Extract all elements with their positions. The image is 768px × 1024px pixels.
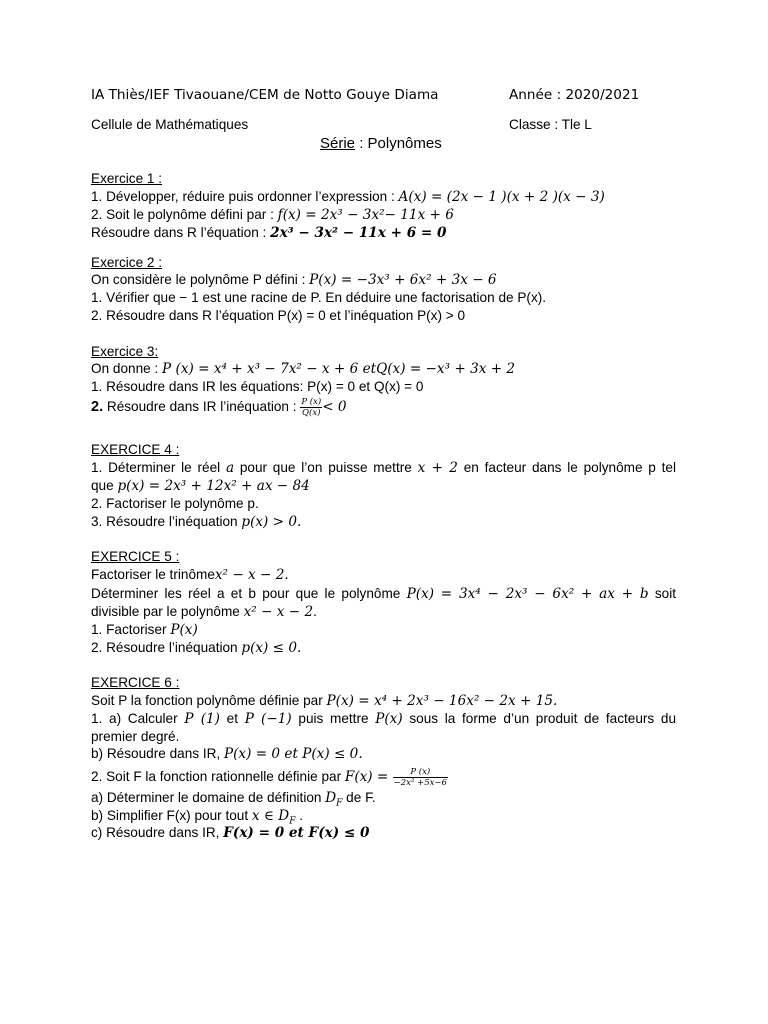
ex4-line1-c: en facteur dans le polynôme p tel [457,460,676,475]
ex6-line7-math: x ∈ D [251,808,290,824]
ex4-line1-a: 1. Déterminer le réel [91,460,226,475]
ex6-line4-math: P(x) = 0 et P(x) ≤ 0. [223,746,363,762]
ex6-line2-m1: P (1) [184,711,220,727]
ex3-line2: 1. Résoudre dans IR les équations: P(x) = 0 et Q(x) = 0 [91,379,424,394]
ex1-line2-math: f(x) = 2x³ − 3x²− 11x + 6 [277,207,454,223]
header-cell: Cellule de Mathématiques [91,117,249,132]
ex6-line7-sub: F [289,816,296,827]
ex4-line1-math: x + 2 [417,460,458,476]
ex6-line2-text: 1. a) Calculer [91,711,185,726]
ex6-line4 [91,745,363,763]
ex6-line1-math: P(x) = x⁴ + 2x³ − 16x² − 2x + 15. [326,693,558,709]
ex3-line1 [91,360,515,378]
ex6-line2-m2: P (−1) [244,711,292,727]
ex6-line2-m3: P(x) [375,711,403,727]
ex4-line2-text: que [91,478,118,493]
ex5-line4-math: P(x) [170,622,198,638]
title-rest: : Polynômes [355,135,442,152]
ex1-line1 [91,188,605,206]
ex1-line3-text: Résoudre dans R l’équation : [91,225,271,240]
ex1-line2-text: 2. Soit le polynôme défini par : [91,207,278,222]
ex3-line3-num: 2. [91,399,104,416]
ex6-line6-tail: de F. [342,790,376,805]
ex1-title: Exercice 1 : [91,171,163,186]
ex5-line3-tail: . [313,604,317,619]
title-word: Série [320,135,356,152]
ex6-fraction [393,767,448,788]
ex6-line6-text: a) Déterminer le domaine de définition [91,790,326,805]
ex4-line2-math: p(x) = 2x³ + 12x² + ax − 84 [117,478,310,494]
ex5-line3 [91,603,317,621]
ex2-line1 [91,271,497,289]
ex6-line8 [91,824,370,842]
ex6-line5-text: 2. Soit F la fonction rationnelle définie par [91,769,345,785]
ex3-line3 [91,397,347,418]
ex5-line1-text: Factoriser le trinôme [91,567,215,582]
ex6-frac-den: −2x² +5x−6 [393,778,447,788]
ex6-line2-t4: sous la forme d’un produit de facteurs du [402,711,677,726]
ex6-line2-t3: puis mettre [291,711,376,726]
ex4-line1 [91,459,676,477]
ex5-line1-math: x² − x − 2. [214,567,289,583]
ex2-line3: 2. Résoudre dans R l’équation P(x) = 0 et l’inéquation P(x) > 0 [91,308,466,323]
ex3-fraction [300,397,322,418]
ex6-line6-sub: F [336,798,343,809]
ex5-line1 [91,566,289,584]
ex5-title: EXERCICE 5 : [91,549,180,564]
ex4-line2 [91,477,310,495]
ex5-line4-text: 1. Factoriser [91,622,171,637]
ex6-line7-tail: . [295,808,303,823]
ex4-title: EXERCICE 4 : [91,442,180,457]
ex5-line3-math: x² − x − 2 [243,604,314,620]
ex4-line3: 2. Factoriser le polynôme p. [91,496,259,511]
ex3-line3-tail: < 0 [322,399,347,416]
ex6-line5 [91,767,448,788]
ex6-line1 [91,692,557,710]
ex4-line1-var: a [225,460,235,476]
ex6-line4-text: b) Résoudre dans IR, [91,746,224,761]
ex6-line1-text: Soit P la fonction polynôme définie par [91,693,327,708]
ex4-line1-b: pour que l’on puisse mettre [234,460,418,475]
ex3-frac-num: P (x) [301,397,322,407]
ex6-line8-math: F(x) = 0 et F(x) ≤ 0 [223,825,370,841]
ex5-line3-text: divisible par le polynôme [91,604,244,619]
ex4-line4-math: p(x) > 0. [241,514,302,530]
ex6-line2 [91,710,676,728]
ex3-line3-text: Résoudre dans IR l’inéquation : [103,399,301,415]
ex5-line4 [91,621,198,639]
ex1-line3-math: 2x³ − 3x² − 11x + 6 = 0 [270,225,447,241]
ex6-frac-num: P (x) [393,767,448,778]
ex3-frac-den: Q(x) [302,408,321,418]
ex6-line6-math: D [325,790,337,806]
header-school: IA Thiès/IEF Tivaouane/CEM de Notto Gouye Diama [91,87,439,103]
ex3-line1-math: P (x) = x⁴ + x³ − 7x² − x + 6 etQ(x) = −x³ + 3x + 2 [162,361,516,377]
ex3-line1-text: On donne : [91,361,163,376]
page-title [320,135,442,153]
ex5-line5-text: 2. Résoudre l’inéquation [91,640,242,655]
ex5-line5 [91,639,301,657]
ex6-line3: premier degré. [91,729,180,744]
ex2-line1-text: On considère le polynôme P défini : [91,272,310,287]
ex1-line1-math: A(x) = (2x − 1 )(x + 2 )(x − 3) [398,189,605,205]
ex2-line2: 1. Vérifier que − 1 est une racine de P. En déduire une factorisation de P(x). [91,290,547,305]
header-year: Année : 2020/2021 [509,87,640,103]
ex5-line2 [91,585,676,603]
ex5-line2-tail: soit [648,586,676,601]
ex5-line2-text: Déterminer les réel a et b pour que le polynôme [91,586,407,601]
ex4-line4-text: 3. Résoudre l’inéquation [91,514,242,529]
ex6-line2-t2: et [219,711,245,726]
ex5-line5-math: p(x) ≤ 0. [241,640,302,656]
ex6-line5-math: F(x) = [344,769,393,786]
ex4-line4 [91,513,301,531]
ex1-line1-text: 1. Développer, réduire puis ordonner l’expression : [91,189,399,204]
ex3-title: Exercice 3: [91,344,159,359]
ex2-line1-math: P(x) = −3x³ + 6x² + 3x − 6 [309,272,497,288]
ex1-line2 [91,206,454,224]
ex1-line3 [91,224,447,242]
ex6-title: EXERCICE 6 : [91,675,180,690]
header-class: Classe : Tle L [509,117,592,132]
ex5-line2-math: P(x) = 3x⁴ − 2x³ − 6x² + ax + b [406,586,649,602]
ex2-title: Exercice 2 : [91,255,163,270]
ex6-line8-text: c) Résoudre dans IR, [91,825,224,840]
ex6-line7-text: b) Simplifier F(x) pour tout [91,808,252,823]
